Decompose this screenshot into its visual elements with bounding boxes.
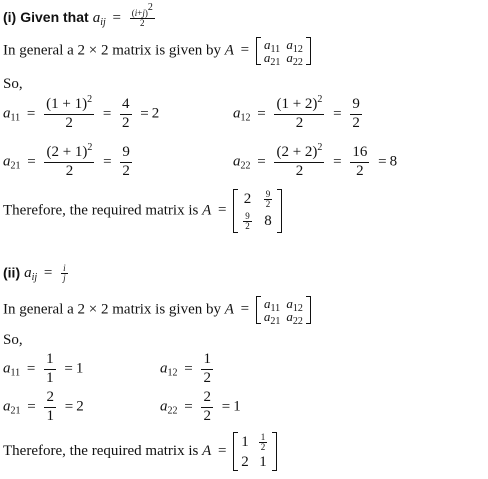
part2-a11-equation: $a_{11}$ = $\frac{1}{1}$ = 1 — [3, 351, 84, 386]
part2-aij-definition: $a_{ij}$ = $\frac{i}{j}$ — [24, 263, 66, 284]
part2-therefore-line: Therefore, the required matrix is A = 1 $\frac{1}{2}$ 2 1 — [3, 432, 277, 471]
part2-label: (ii) — [3, 264, 21, 281]
part2-general-text: In general a 2 × 2 matrix is given by — [3, 301, 221, 318]
part2-general-line: In general a 2 × 2 matrix is given by A = $a_{11}$ $a_{12}$ $a_{21}$ $a_{22}$ — [3, 296, 311, 324]
part1-general-matrix: $a_{11}$ $a_{12}$ $a_{21}$ $a_{22}$ — [256, 37, 311, 65]
part1-general-line: In general a 2 × 2 matrix is given by A = $a_{11}$ $a_{12}$ $a_{21}$ $a_{22}$ — [3, 37, 311, 65]
part1-therefore-line: Therefore, the required matrix is A = 2 $\frac{9}{2}$ $\frac{9}{2}$ 8 — [3, 189, 282, 233]
part1-given-text: Given that — [20, 8, 89, 25]
part2-a22-equation: $a_{22}$ = $\frac{2}{2}$ = 1 — [160, 389, 241, 424]
part1-aij-definition: $a_{ij}$ = $\frac{(i+j)^2}{2}$ — [92, 2, 153, 29]
part2-general-matrix: $a_{11}$ $a_{12}$ $a_{21}$ $a_{22}$ — [256, 296, 311, 324]
part1-result-matrix: 2 $\frac{9}{2}$ $\frac{9}{2}$ 8 — [233, 189, 282, 233]
part1-general-text: In general a 2 × 2 matrix is given by — [3, 42, 221, 59]
part1-a11-equation: $a_{11}$ = $\frac{(1 + 1)^2}{2}$ = $\frac{4}{2}$ = 2 — [3, 94, 160, 131]
part2-a21-equation: $a_{21}$ = $\frac{2}{1}$ = 2 — [3, 389, 84, 424]
part2-therefore-text: Therefore, the required matrix is — [3, 442, 199, 459]
part1-a22-equation: $a_{22}$ = $\frac{(2 + 2)^2}{2}$ = $\frac{16}{2}$ = 8 — [233, 142, 398, 179]
part2-result-matrix: 1 $\frac{1}{2}$ 2 1 — [233, 432, 277, 471]
part1-so: So, — [3, 76, 23, 92]
part1-therefore-text: Therefore, the required matrix is — [3, 202, 199, 219]
part2-heading — [3, 264, 70, 284]
part2-so: So, — [3, 332, 23, 348]
part2-a12-equation: $a_{12}$ = $\frac{1}{2}$ — [160, 351, 211, 386]
part1-a21-equation: $a_{21}$ = $\frac{(2 + 1)^2}{2}$ = $\frac{9}{2}$ — [3, 142, 130, 179]
part1-heading — [3, 2, 157, 29]
part1-a12-equation: $a_{12}$ = $\frac{(1 + 2)^2}{2}$ = $\frac{9}{2}$ — [233, 94, 360, 131]
part1-label: (i) — [3, 8, 17, 25]
